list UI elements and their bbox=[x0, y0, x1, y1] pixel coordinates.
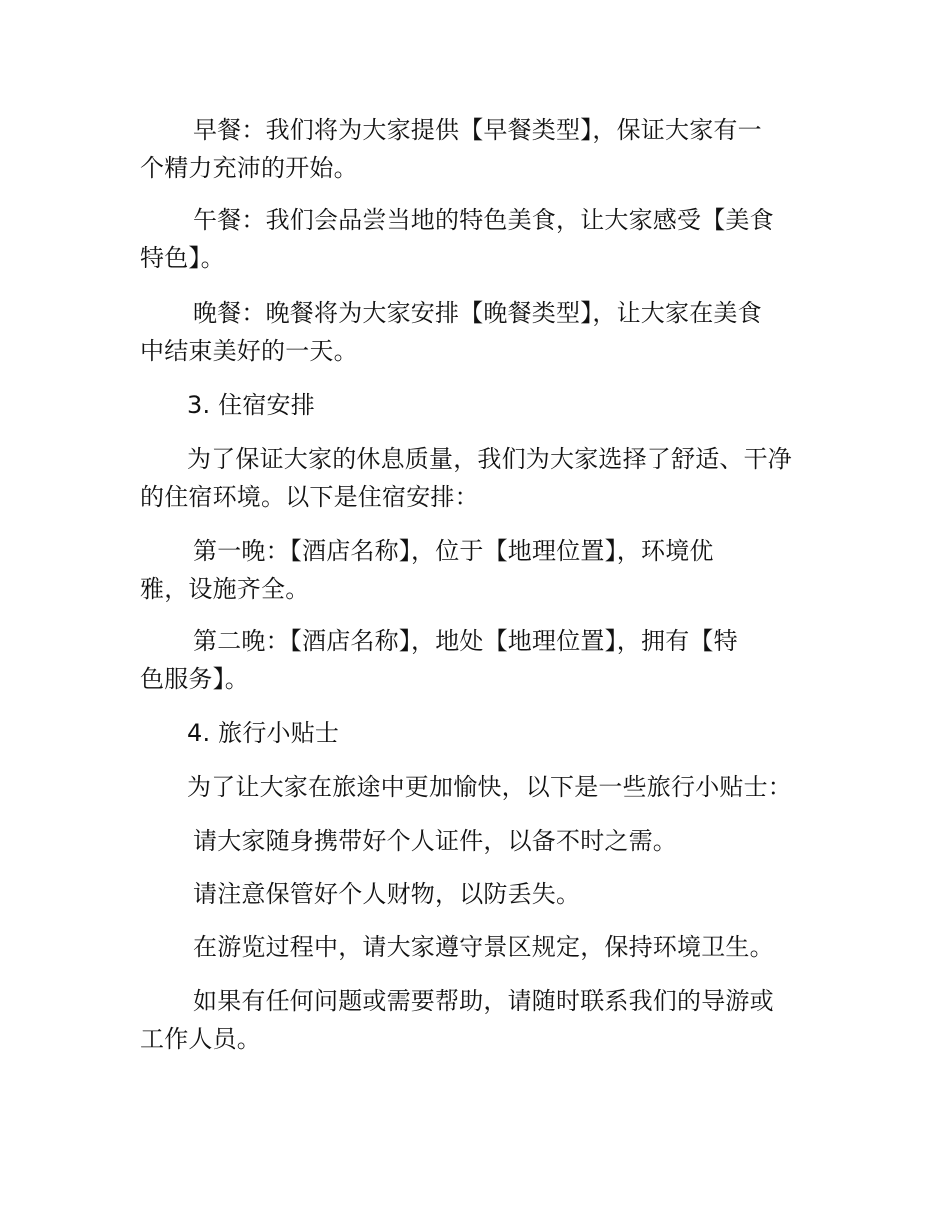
tips-intro: 为了让大家在旅途中更加愉快，以下是一些旅行小贴士： bbox=[187, 773, 792, 801]
tip-item: 在游览过程中，请大家遵守景区规定，保持环境卫生。 bbox=[193, 933, 774, 961]
lunch-line-2: 特色】。 bbox=[140, 244, 225, 272]
night1-line-1: 第一晚：【酒店名称】，位于【地理位置】，环境优 bbox=[193, 537, 714, 565]
breakfast-line-2: 个精力充沛的开始。 bbox=[140, 154, 358, 182]
dinner-line-2: 中结束美好的一天。 bbox=[140, 337, 358, 365]
night1-line-2: 雅，设施齐全。 bbox=[140, 575, 310, 603]
tip-item: 请注意保管好个人财物，以防丢失。 bbox=[193, 880, 581, 908]
tips-heading: 4. 旅行小贴士 bbox=[187, 719, 340, 747]
dinner-line-1: 晚餐：晚餐将为大家安排【晚餐类型】，让大家在美食 bbox=[193, 299, 762, 327]
tips-last-line-1: 如果有任何问题或需要帮助，请随时联系我们的导游或 bbox=[193, 987, 774, 1015]
tip-item: 请大家随身携带好个人证件，以备不时之需。 bbox=[193, 827, 677, 855]
accommodation-intro-line-2: 的住宿环境。以下是住宿安排： bbox=[140, 483, 479, 511]
tips-last-line-2: 工作人员。 bbox=[140, 1025, 261, 1053]
accommodation-intro-line-1: 为了保证大家的休息质量，我们为大家选择了舒适、干净 bbox=[187, 445, 792, 473]
night2-line-2: 色服务】。 bbox=[140, 665, 249, 693]
night2-line-1: 第二晚：【酒店名称】，地处【地理位置】，拥有【特 bbox=[193, 627, 738, 655]
breakfast-line-1: 早餐：我们将为大家提供【早餐类型】，保证大家有一 bbox=[193, 116, 762, 144]
lunch-line-1: 午餐：我们会品尝当地的特色美食，让大家感受【美食 bbox=[193, 206, 774, 234]
accommodation-heading: 3. 住宿安排 bbox=[187, 391, 315, 419]
